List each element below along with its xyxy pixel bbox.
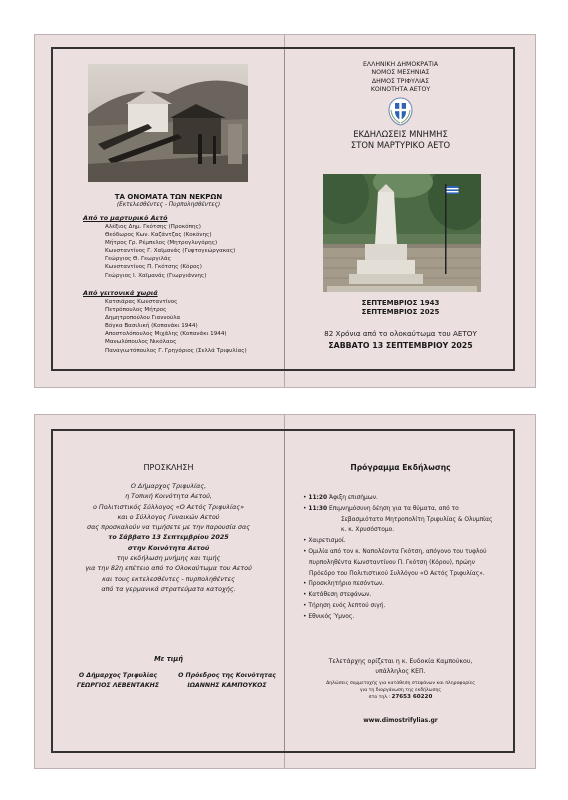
brochure-inner-side (34, 414, 536, 769)
anniversary-text: 82 Χρόνια από το ολοκαύτωμα του ΑΕΤΟΥ (324, 329, 477, 338)
note-line: Δηλώσεις συμμετοχής για κατάθεση στεφάνων και πληροφορίες (326, 681, 475, 686)
program-list (303, 493, 493, 623)
list-item: Μανωλόπουλος Νικόλαος (105, 339, 177, 346)
invitation-line: και ο Σύλλογος Γυναικών Αετού (117, 512, 220, 521)
invitation-line-date: το Σάββατο 13 Σεπτεμβρίου 2025 (108, 533, 229, 542)
program-time: 11:30 (308, 505, 328, 512)
victims-list-neighboring (105, 298, 247, 355)
group-title-aetos: Από το μαρτυρικό Αετό (83, 214, 168, 222)
invitation-line: Ο Δήμαρχος Τριφυλίας, (130, 482, 207, 490)
invitation-title: ΠΡΟΣΚΛΗΣΗ (143, 463, 194, 472)
program-item-cont: Πρόεδρο του Πολιτιστικού Συλλόγου «Ο Αετός Τριφυλίας». (309, 570, 485, 577)
list-item: Κωνσταντίνος Γ. Χαϊμανάς (Γυφτογεώργακας) (105, 248, 236, 255)
program-item: • 11:30 Επιμνημόσυνη δέηση για τα θύματα, από το (303, 505, 459, 512)
note-phone-line: στο τηλ.: 27653 60220 (368, 694, 433, 701)
group-title-neighboring: Από γειτονικά χωριά (83, 289, 158, 297)
invitation-line: και τους εκτελεσθέντες - πυρποληθέντες (102, 574, 235, 583)
note-line: για τη διοργάνωση της εκδήλωσης (359, 687, 442, 693)
historic-photo-burned-village (88, 64, 248, 182)
signer-name: ΓΕΩΡΓΙΟΣ ΛΕΒΕΝΤΑΚΗΣ (76, 681, 160, 689)
ceremony-line: υπάλληλος ΚΕΠ. (375, 667, 426, 675)
list-item: Μήτρος Γρ. Ρέμπελος (Μητρογλυγόρης) (105, 240, 218, 247)
website-link[interactable]: www.dimostrifylias.gr (363, 717, 438, 724)
program-item: • Χαιρετισμοί. (303, 538, 346, 545)
event-title-line-1: ΕΚΔΗΛΩΣΕΙΣ ΜΝΗΜΗΣ (353, 129, 448, 139)
frame-fold-line (284, 431, 285, 751)
phone-number: 27653 60220 (391, 694, 433, 701)
inner-frame (51, 429, 515, 753)
outer-frame (51, 47, 515, 371)
signer-role: Ο Πρόεδρος της Κοινότητας (178, 672, 276, 679)
list-item: Πετρόπουλος Μήτρος (105, 307, 167, 314)
invitation-line: σας προσκαλούν να τιμήσετε με την παρουσία σας (87, 523, 250, 532)
program-item: • 11:20 Άφιξη επισήμων. (303, 495, 378, 501)
date-1943: ΣΕΠΤΕΜΒΡΙΟΣ 1943 (361, 299, 440, 307)
victims-subtitle: (Εκτελεσθέντες - Πυρπολησθέντες) (116, 202, 221, 208)
program-item: • Τήρηση ενός λεπτού σιγή. (303, 602, 386, 609)
header-line: ΕΛΛΗΝΙΚΗ ΔΗΜΟΚΡΑΤΙΑ (362, 61, 439, 68)
program-time: 11:20 (308, 495, 328, 501)
contact-note (286, 681, 515, 702)
program-item-cont: κ. κ. Χρυσόστομο. (341, 527, 395, 534)
program-item: • Κατάθεση στεφάνων. (303, 592, 372, 599)
signer-name: ΙΩΑΝΝΗΣ ΚΑΜΠΟΥΚΟΣ (187, 681, 267, 689)
header-line: ΔΗΜΟΣ ΤΡΙΦΥΛΙΑΣ (371, 77, 430, 85)
program-title: Πρόγραμμα Εκδήλωσης (350, 463, 451, 472)
signer-role: Ο Δήμαρχος Τριφυλίας (78, 672, 158, 679)
invitation-body (53, 481, 284, 594)
list-item: Δημητροπούλου Γιαννούλα (105, 315, 181, 322)
list-item: Γεώργιος Θ. Γεωργιλάς (105, 256, 171, 263)
memorial-monument-photo (323, 174, 481, 292)
list-item: Βόγκα Βασιλική (Κοπανάκι 1944) (105, 323, 198, 330)
honor-label: Με τιμή (154, 655, 183, 663)
frame-fold-line (284, 49, 285, 369)
victims-list-aetos (105, 223, 235, 280)
ceremony-master (286, 657, 515, 676)
program-item: • Προσκλητήριο πεσόντων. (303, 581, 385, 588)
list-item: Κατσιάρας Κωνσταντίνος (105, 299, 178, 305)
ceremony-line: Τελετάρχης ορίζεται η κ. Ευδοκία Καμπούκου, (328, 658, 473, 665)
list-item: Γεώργιος Ι. Χαϊμανάς (Γιωργιάννης) (105, 272, 207, 279)
invitation-line: ο Πολιτιστικός Σύλλογος «Ο Αετός Τριφυλίας» (92, 502, 245, 511)
header-line: ΚΟΙΝΟΤΗΤΑ ΑΕΤΟΥ (370, 86, 431, 94)
program-item-cont: πυρποληθέντα Κωνσταντίνου Π. Γκότση (Κόρου), πρώην (309, 559, 475, 566)
list-item: Αποστολόπουλος Μιχάλης (Κοπανάκι 1944) (105, 331, 227, 338)
invitation-line: η Τοπική Κοινότητα Αετού, (125, 492, 212, 501)
program-item-cont: Σεβασμιότατο Μητροπολίτη Τριφυλίας & Ολυμπίας (341, 516, 493, 523)
dates (286, 299, 515, 318)
invitation-line: από τα γερμανικά στρατεύματα κατοχής. (101, 584, 236, 593)
victims-title: ΤΑ ΟΝΟΜΑΤΑ ΤΩΝ ΝΕΚΡΩΝ (114, 193, 223, 201)
program-item: • Εθνικός Ύμνος. (303, 613, 355, 620)
event-title (286, 129, 515, 151)
brochure-outer-side (34, 34, 536, 388)
list-item: Κωνσταντίνος Π. Γκότσης (Κόρος) (105, 264, 202, 271)
invitation-line-place: στην Κοινότητα Αετού (127, 543, 210, 552)
list-item: Αλέξιος Δημ. Γκότσης (Προκόπης) (105, 224, 201, 230)
program-item: • Ομιλία από τον κ. Ναπολέοντα Γκότση, απόγονο του τυφλού (303, 548, 487, 555)
event-date: ΣΑΒΒΑΤΟ 13 ΣΕΠΤΕΜΒΡΙΟΥ 2025 (328, 341, 473, 350)
header-line: ΝΟΜΟΣ ΜΕΣΗΝΙΑΣ (371, 69, 430, 77)
list-item: Θεόδωρος Κων. Καζάντζας (Κοκόνης) (105, 232, 212, 239)
list-item: Παναγιωτόπουλος Γ. Γρηγόριος (Σελλά Τριφυλίας) (105, 347, 247, 354)
date-2025: ΣΕΠΤΕΜΒΡΙΟΣ 2025 (361, 308, 440, 317)
authority-header (286, 61, 515, 95)
greek-emblem-icon (387, 97, 414, 130)
invitation-line: για την 82η επέτειο από το Ολοκαύτωμα του Αετού (85, 564, 252, 573)
invitation-line: την εκδήλωση μνήμης και τιμής (116, 554, 221, 563)
signature-president (171, 671, 283, 691)
event-title-line-2: ΣΤΟΝ ΜΑΡΤΥΡΙΚΟ ΑΕΤΟ (350, 140, 451, 150)
signature-mayor (63, 671, 173, 691)
